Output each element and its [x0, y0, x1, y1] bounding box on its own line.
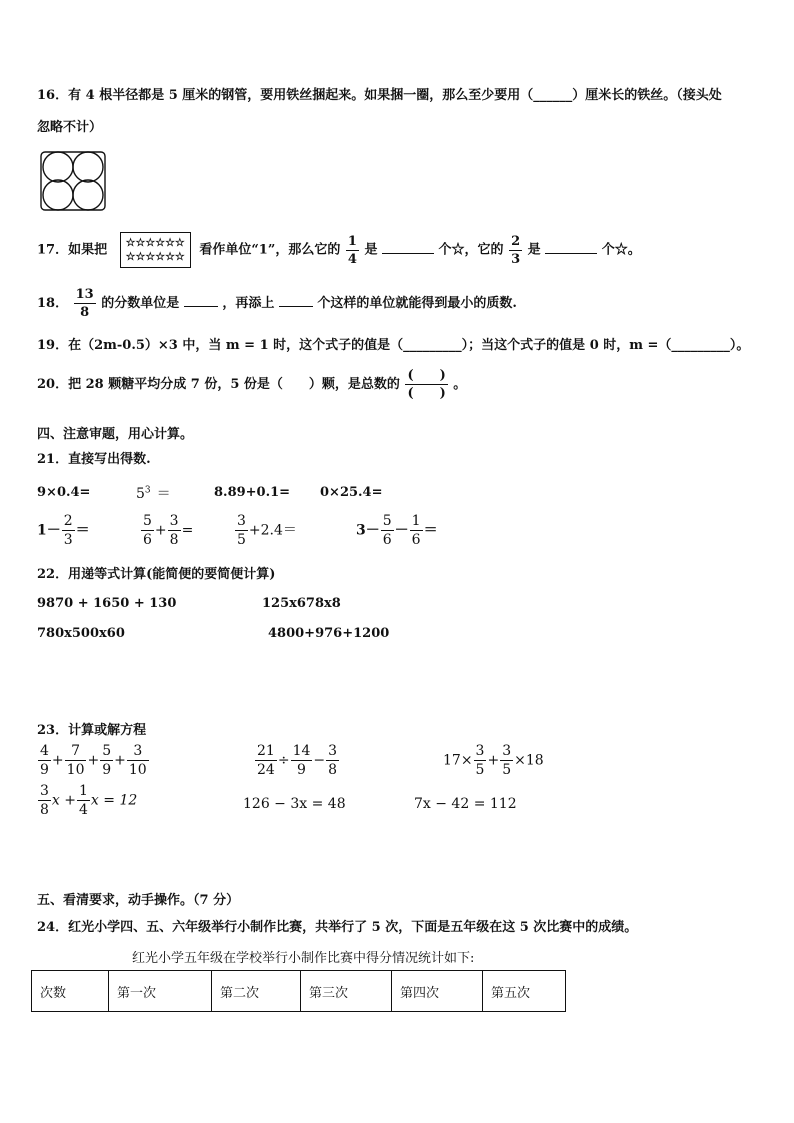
- frac-den: ( ): [407, 386, 446, 401]
- frac-num: 5: [382, 513, 392, 529]
- expr: [37, 784, 137, 817]
- frac-num: 7: [65, 744, 87, 761]
- pipe-circle: [73, 180, 103, 210]
- table-header-cell: 第三次: [301, 971, 392, 1012]
- expr: [443, 744, 544, 777]
- equals: ＝: [423, 522, 438, 539]
- frac-num: ( ): [407, 368, 446, 383]
- frac-den: 8: [80, 305, 90, 320]
- fraction: [62, 514, 75, 547]
- expr-part: x = 12: [90, 792, 138, 809]
- frac-den: 10: [128, 762, 147, 778]
- frac-num: 14: [292, 743, 311, 759]
- op: +: [154, 522, 167, 539]
- fraction: [100, 744, 113, 777]
- q17-text: 是: [527, 242, 541, 258]
- fraction: [326, 744, 339, 777]
- frac-num: 13: [75, 287, 94, 302]
- q16-line1: 16．有 4 根半径都是 5 厘米的钢管，要用铁丝捆起来。如果捆一圈，那么至少要用（______）厘米长的铁丝。（接头处: [37, 88, 722, 103]
- frac-num: 3: [237, 513, 246, 529]
- op: +: [51, 752, 64, 769]
- expr: [234, 514, 297, 547]
- table-header-cell: 第四次: [392, 971, 483, 1012]
- expr-part: 1－: [37, 522, 61, 539]
- frac-den: 24: [257, 762, 275, 778]
- frac-den: 3: [63, 532, 73, 548]
- frac-num: 2: [63, 513, 73, 529]
- fraction: [38, 744, 51, 777]
- expr-part: 3－: [356, 522, 380, 539]
- stars-row: ☆☆☆☆☆☆: [125, 250, 185, 263]
- stars-row: ☆☆☆☆☆☆: [125, 236, 185, 249]
- frac-den: 4: [347, 251, 357, 267]
- frac-num: 4: [40, 743, 49, 759]
- q22-title: 22．用递等式计算(能简便的要简便计算): [37, 567, 276, 582]
- expr: 4800+976+1200: [268, 626, 390, 641]
- op: +: [114, 752, 126, 769]
- q20-end: 。: [453, 377, 467, 392]
- frac-num: 1: [347, 233, 357, 249]
- expr: 780x500x60: [37, 626, 125, 641]
- frac-num: 3: [475, 743, 485, 759]
- op: +: [87, 752, 100, 769]
- frac-num: 1: [411, 513, 421, 529]
- expr: [37, 744, 150, 777]
- pipe-circle: [73, 152, 103, 182]
- q21-title: 21．直接写出得数.: [37, 452, 151, 467]
- q18-prefix: 18．: [37, 296, 69, 311]
- expr: [37, 514, 90, 547]
- frac-num: 1: [79, 783, 88, 799]
- q24-text: 24．红光小学四、五、六年级举行小制作比赛，共举行了 5 次，下面是五年级在这 5 次比赛中的成绩。: [37, 920, 638, 935]
- frac-num: 3: [169, 513, 179, 529]
- fraction: [410, 514, 423, 547]
- expr-part: 17×: [443, 752, 473, 769]
- q18-text: ，再添上: [222, 296, 275, 311]
- equals: ＝: [75, 522, 90, 539]
- q20-text: 20．把 28 颗糖平均分成 7 份，5 份是（ ）颗，是总数的: [37, 377, 400, 392]
- frac-den: 5: [475, 762, 485, 778]
- section-heading: 四、注意审题，用心计算。: [37, 427, 194, 442]
- table-header-cell: 第一次: [109, 971, 212, 1012]
- frac-den: 6: [143, 532, 152, 548]
- fraction: [77, 784, 90, 817]
- expr-part: x +: [51, 792, 76, 809]
- equals: ＝: [156, 486, 171, 502]
- frac-num: 3: [40, 783, 49, 799]
- expr: 8.89+0.1=: [214, 485, 291, 500]
- fraction: [141, 514, 154, 547]
- fraction: [255, 744, 277, 777]
- table-header-cell: 次数: [32, 971, 109, 1012]
- frac-den: 9: [297, 762, 306, 778]
- fraction: [346, 235, 359, 266]
- fraction: [38, 784, 51, 817]
- frac-den: 3: [511, 251, 521, 267]
- q18: [37, 288, 517, 319]
- q17-text: 个☆，它的: [438, 242, 504, 258]
- fraction: [65, 744, 87, 777]
- frac-den: 6: [411, 532, 421, 548]
- answer-blank[interactable]: [545, 241, 597, 254]
- frac-den: 8: [169, 532, 179, 548]
- frac-den: 8: [40, 802, 49, 818]
- expr-power: [136, 483, 171, 503]
- frac-den: 4: [79, 802, 88, 818]
- frac-num: 21: [257, 743, 275, 759]
- equals: =: [181, 522, 194, 539]
- star-box: [120, 232, 191, 268]
- fraction: [291, 744, 313, 777]
- expr: 125x678x8: [262, 596, 341, 611]
- frac-num: 3: [328, 743, 338, 759]
- expr: [356, 514, 438, 547]
- frac-den: 6: [382, 532, 392, 548]
- q20: [37, 369, 466, 400]
- fraction: [500, 744, 513, 777]
- frac-den: 9: [102, 762, 112, 778]
- q17-text: 看作单位“1”，那么它的: [199, 242, 341, 258]
- expr-part: +2.4＝: [248, 522, 297, 539]
- frac-den: 8: [328, 762, 338, 778]
- q18-text: 个这样的单位就能得到最小的质数.: [317, 296, 517, 311]
- expr: [254, 744, 340, 777]
- expr: 7x − 42 = 112: [414, 796, 517, 812]
- fraction: [74, 288, 96, 319]
- power-base: 5: [136, 486, 145, 502]
- fraction: [127, 744, 149, 777]
- answer-blank[interactable]: [279, 294, 313, 307]
- frac-num: 3: [502, 743, 512, 759]
- answer-blank[interactable]: [184, 294, 218, 307]
- q16-line2: 忽略不计）: [37, 120, 103, 135]
- frac-num: 3: [127, 744, 149, 761]
- answer-blank[interactable]: [382, 241, 434, 254]
- expr: 9870 + 1650 + 130: [37, 596, 177, 611]
- pipe-circle: [43, 180, 73, 210]
- op: −: [313, 752, 326, 769]
- table-header-cell: 第五次: [483, 971, 566, 1012]
- table-header-cell: 第二次: [212, 971, 301, 1012]
- q19-text: 19．在（2m-0.5）×3 中，当 m = 1 时，这个式子的值是（_________）；当这个式子的值是 0 时，m =（_________）。: [37, 338, 750, 353]
- table-caption: 红光小学五年级在学校举行小制作比赛中得分情况统计如下:: [132, 951, 475, 966]
- expr: [140, 514, 193, 547]
- q17-text: 是: [364, 242, 378, 258]
- fraction: [235, 514, 248, 547]
- q23-title: 23．计算或解方程: [37, 723, 147, 738]
- frac-den: 9: [40, 762, 49, 778]
- pipe-circle: [43, 152, 73, 182]
- fraction: [381, 514, 394, 547]
- frac-den: 5: [237, 532, 246, 548]
- expr: 126 − 3x = 48: [243, 796, 346, 812]
- frac-num: 5: [102, 743, 112, 759]
- expr: 0×25.4=: [320, 485, 383, 500]
- q17-prefix: 17．如果把: [37, 242, 108, 258]
- q17-text: 个☆。: [601, 242, 641, 258]
- op: ÷: [277, 752, 290, 769]
- section-heading: 五、看清要求，动手操作。（7 分）: [37, 893, 240, 908]
- q17: [37, 232, 641, 268]
- wire-outline: [41, 152, 105, 210]
- power-exp: 3: [144, 485, 151, 496]
- frac-den: 10: [66, 762, 85, 778]
- table-header-row: [32, 971, 566, 1012]
- pipes-figure: [38, 146, 110, 214]
- q18-text: 的分数单位是: [101, 296, 180, 311]
- fraction: [474, 744, 487, 777]
- expr-part: ×18: [514, 752, 544, 769]
- score-table: [31, 970, 566, 1012]
- frac-num: 2: [511, 233, 521, 249]
- frac-den: 5: [502, 762, 512, 778]
- op: －: [394, 522, 409, 539]
- expr: 9×0.4=: [37, 485, 91, 500]
- op: +: [487, 752, 500, 769]
- fraction: [509, 235, 522, 266]
- frac-num: 5: [143, 513, 152, 529]
- fraction: [168, 514, 181, 547]
- fraction: [405, 369, 447, 400]
